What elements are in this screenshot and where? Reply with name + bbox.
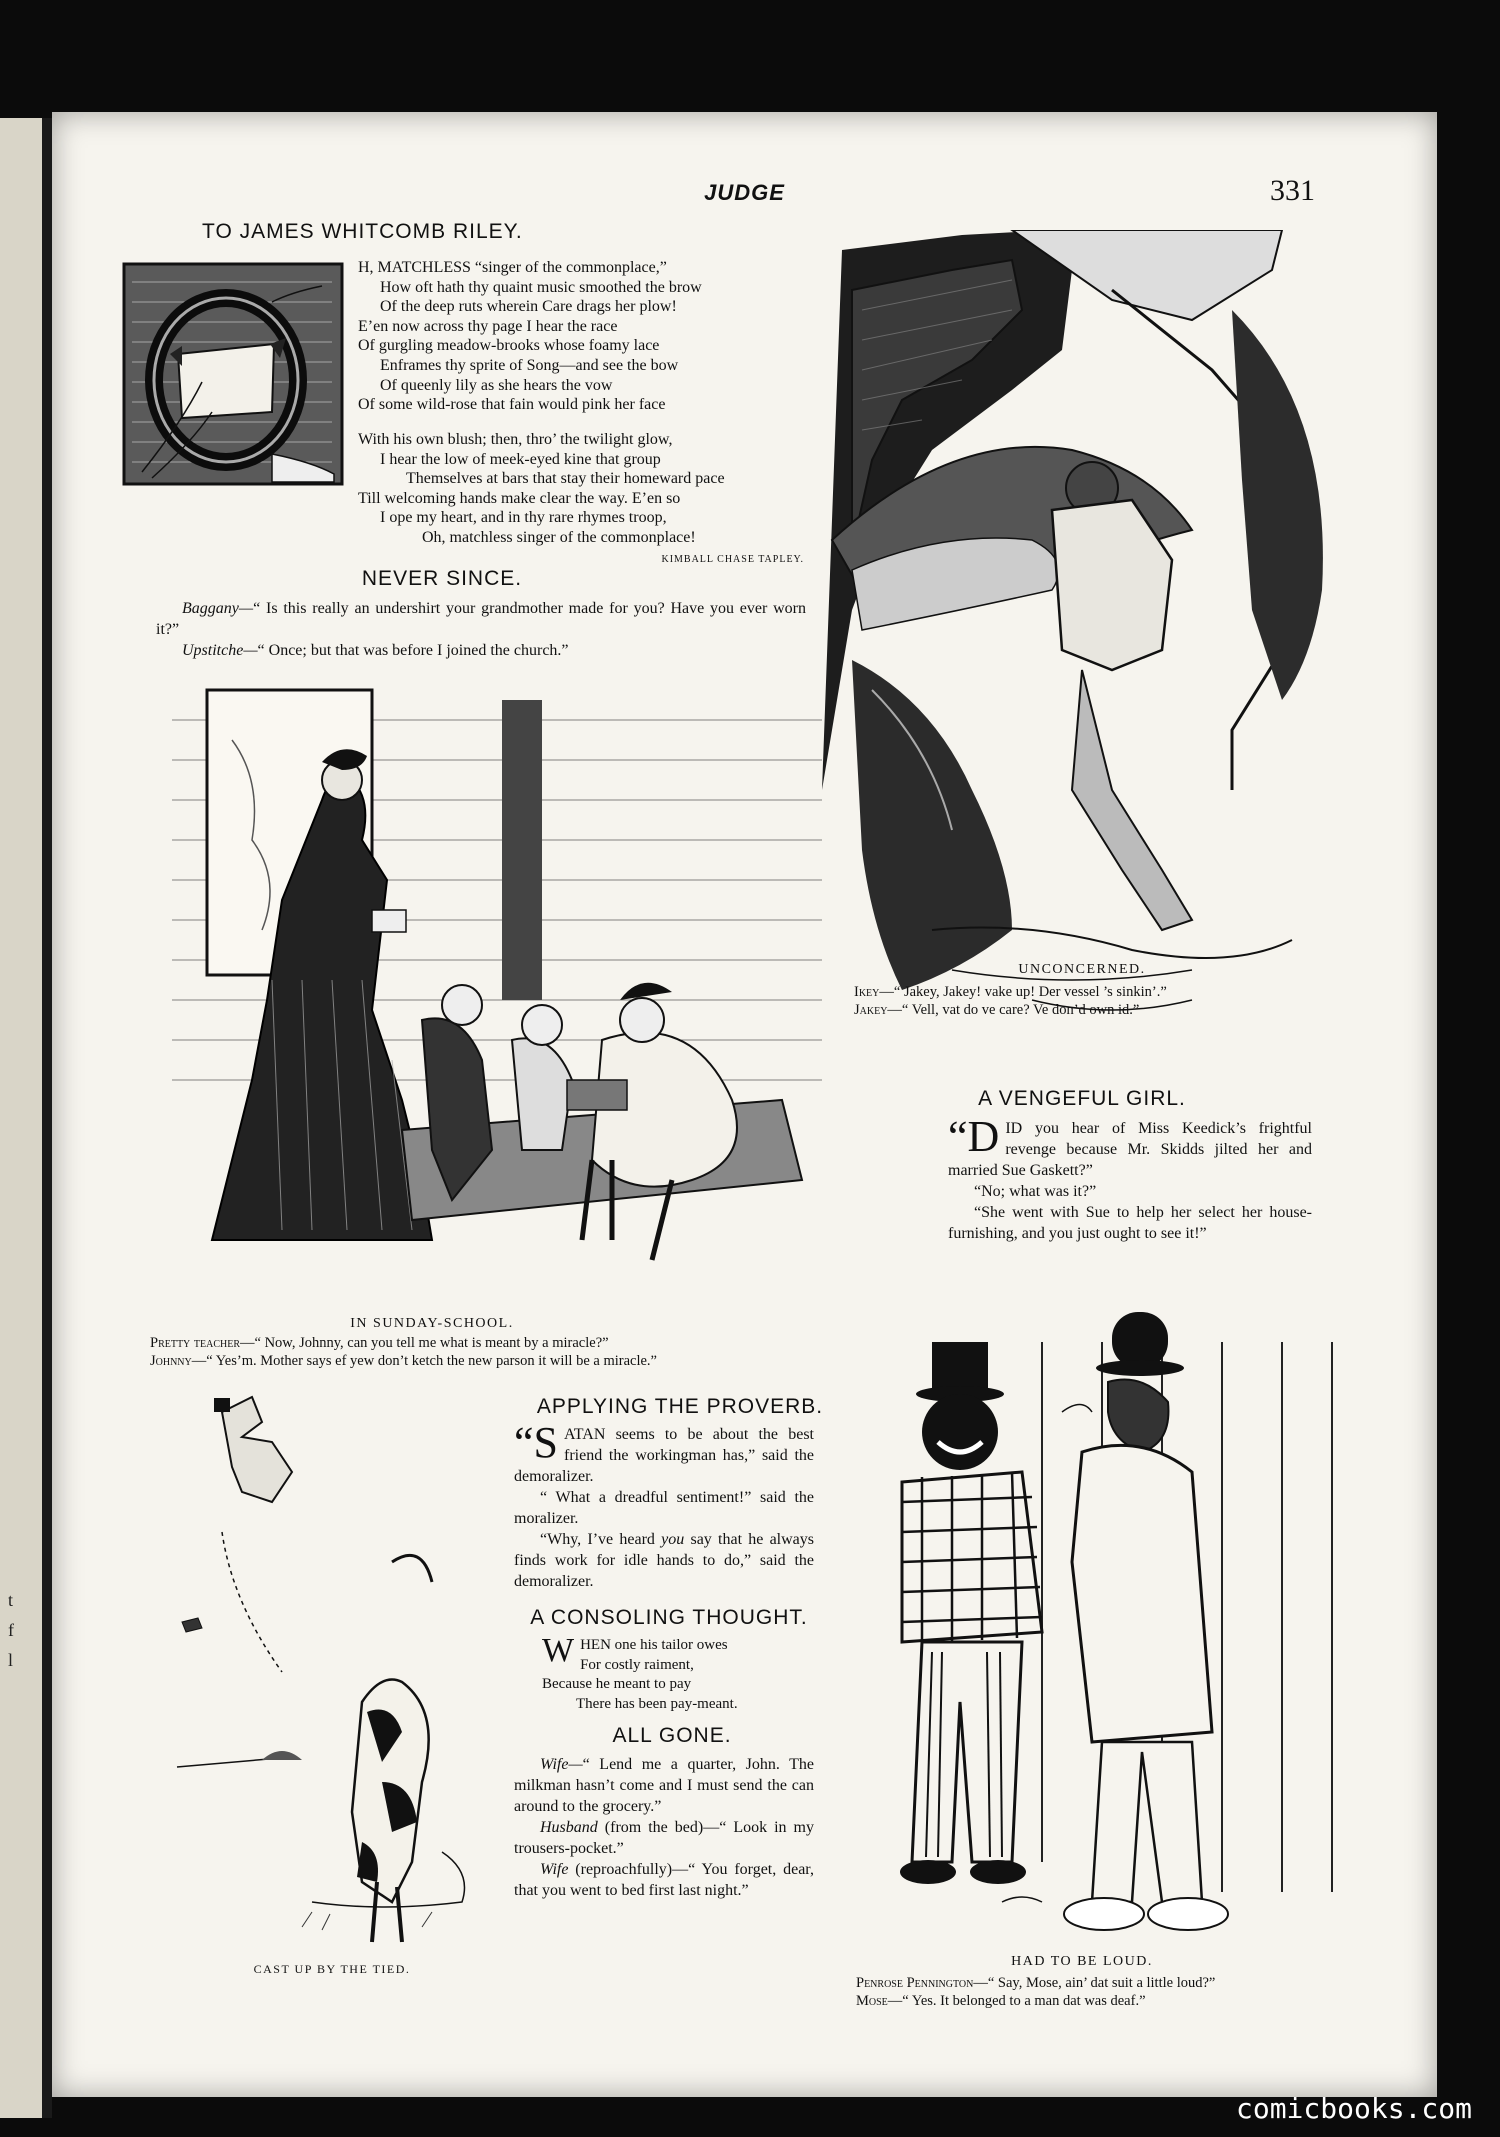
cow-illustration [162, 1382, 512, 1952]
text-run: say that he always finds work for idle hands to do,” said the demoralizer. [514, 1531, 815, 1590]
riley-poem-stanza-1 [358, 258, 818, 415]
unconcerned-illustration [812, 230, 1340, 1030]
paragraph: ID you hear of Miss Keedick’s frightful revenge because Mr. Skidds jilted her and married Sue Gaskett?” [948, 1120, 1312, 1179]
poem-line: Of queenly lily as she hears the vow [380, 376, 613, 394]
dialogue: “ Yes’m. Mother says ef yew don’t ketch the new parson it will be a miracle.” [206, 1353, 657, 1369]
speaker: Penrose Pennington— [856, 1975, 988, 1991]
had-to-be-loud-caption: HAD TO BE LOUD. [1011, 1954, 1153, 1969]
facing-page-fragment: f [8, 1620, 14, 1640]
emphasis: you [661, 1531, 685, 1548]
poem-line: Enframes thy sprite of Song—and see the bow [380, 356, 679, 374]
poem-line: There has been pay-meant. [576, 1695, 738, 1712]
poem-line: Of the deep ruts wherein Care drags her plow! [380, 298, 677, 316]
riley-signature: KIMBALL CHASE TAPLEY. [661, 554, 804, 565]
speaker: Wife— [540, 1756, 583, 1773]
dialogue: “ Once; but that was before I joined the church.” [257, 642, 569, 659]
facing-page-edge [0, 118, 52, 2118]
never-since-title: NEVER SINCE. [361, 567, 523, 590]
speaker: Husband [540, 1819, 598, 1836]
dialogue: “ Jakey, Jakey! vake up! Der vessel ’s sinkin’.” [893, 984, 1167, 1000]
poem-line: E’en now across thy page I hear the race [358, 317, 618, 335]
sunday-school-caption: IN SUNDAY-SCHOOL. [350, 1316, 514, 1331]
magazine-page [52, 112, 1437, 2097]
dialogue: “ Say, Mose, ain’ dat suit a little loud?” [987, 1975, 1216, 1991]
poem-line: Because he meant to pay [542, 1676, 692, 1693]
poem-line: Of some wild-rose that fain would pink her face [358, 396, 666, 414]
vengeful-title: A VENGEFUL GIRL. [978, 1087, 1186, 1110]
ornamental-initial-o [122, 262, 344, 486]
had-to-be-loud-illustration [842, 1302, 1342, 1942]
poem-line: With his own blush; then, thro’ the twilight glow, [358, 431, 673, 448]
had-to-be-loud-dialogue [830, 1974, 1300, 2010]
poem-line: Of gurgling meadow-brooks whose foamy lace [358, 337, 660, 355]
poem-line: I hear the low of meek-eyed kine that group [380, 450, 661, 468]
dialogue: “ Yes. It belonged to a man dat was deaf.” [902, 1993, 1146, 2009]
proverb-title: APPLYING THE PROVERB. [536, 1395, 824, 1418]
vengeful-text [948, 1112, 1312, 1244]
dialogue: (reproachfully)—“ You forget, dear, that you went to bed first last night.” [514, 1861, 814, 1899]
paragraph [514, 1529, 814, 1592]
speaker: Pretty teacher— [150, 1335, 255, 1351]
text-run: “Why, I’ve heard [540, 1531, 662, 1548]
masthead: JUDGE [704, 180, 785, 205]
all-gone-title: ALL GONE. [612, 1724, 732, 1747]
cow-caption: CAST UP BY THE TIED. [253, 1962, 411, 1976]
sunday-school-dialogue [150, 1334, 850, 1370]
dialogue: “ Is this really an undershirt your grandmother made for you? Have you ever worn it?” [156, 600, 806, 638]
proverb-text [514, 1418, 815, 1592]
sunday-school-illustration [172, 680, 822, 1330]
dialogue: (from the bed)—“ Look in my trousers-pocket.” [514, 1819, 814, 1857]
dialogue: “ Now, Johnny, can you tell me what is meant by a miracle?” [254, 1335, 609, 1351]
never-since-text [156, 598, 806, 661]
poem-line: How oft hath thy quaint music smoothed the brow [380, 278, 702, 296]
riley-poem-stanza-2 [358, 430, 818, 548]
page-number: 331 [1270, 174, 1315, 207]
poem-line: For costly raiment, [580, 1656, 694, 1673]
speaker: Mose— [856, 1993, 903, 2009]
poem-line: Themselves at bars that stay their homeward pace [406, 470, 725, 488]
speaker: Upstitche— [182, 642, 258, 659]
paragraph: “ What a dreadful sentiment!” said the moralizer. [514, 1489, 814, 1527]
speaker: Wife [540, 1861, 569, 1878]
drop-cap: “D [948, 1112, 1000, 1161]
dialogue: “ Lend me a quarter, John. The milkman hasn’t come and I must send the can around to the grocery.” [514, 1756, 814, 1815]
facing-page-fragment: l [8, 1650, 14, 1670]
paragraph: “No; what was it?” [974, 1183, 1097, 1200]
unconcerned-caption: UNCONCERNED. [1018, 962, 1146, 977]
riley-title: TO JAMES WHITCOMB RILEY. [202, 220, 523, 243]
consoling-poem [542, 1632, 822, 1714]
poem-line: HEN one his tailor owes [580, 1637, 728, 1653]
facing-page-fragment: t [8, 1590, 14, 1610]
watermark: comicbooks.com [1235, 2092, 1472, 2125]
dialogue: “ Vell, vat do ve care? Ve don’d own id.” [901, 1002, 1140, 1018]
unconcerned-dialogue [828, 983, 1298, 1019]
speaker: Ikey— [854, 984, 894, 1000]
speaker: Jakey— [854, 1002, 902, 1018]
poem-line: H, MATCHLESS “singer of the commonplace,” [358, 259, 667, 276]
speaker: Johnny— [150, 1353, 207, 1369]
book-gutter [42, 118, 52, 2118]
consoling-title: A CONSOLING THOUGHT. [530, 1606, 808, 1629]
paragraph: “She went with Sue to help her select her house-furnishing, and you just ought to see it!” [948, 1204, 1312, 1242]
poem-line: Oh, matchless singer of the commonplace! [422, 528, 696, 546]
drop-cap: W [542, 1632, 575, 1669]
paragraph: ATAN seems to be about the best friend the workingman has,” said the demoralizer. [514, 1426, 814, 1485]
all-gone-text [514, 1754, 814, 1901]
poem-line: Till welcoming hands make clear the way. E’en so [358, 489, 681, 507]
poem-line: I ope my heart, and in thy rare rhymes troop, [380, 509, 667, 527]
speaker: Baggany— [182, 600, 254, 617]
drop-cap: “S [514, 1418, 558, 1467]
